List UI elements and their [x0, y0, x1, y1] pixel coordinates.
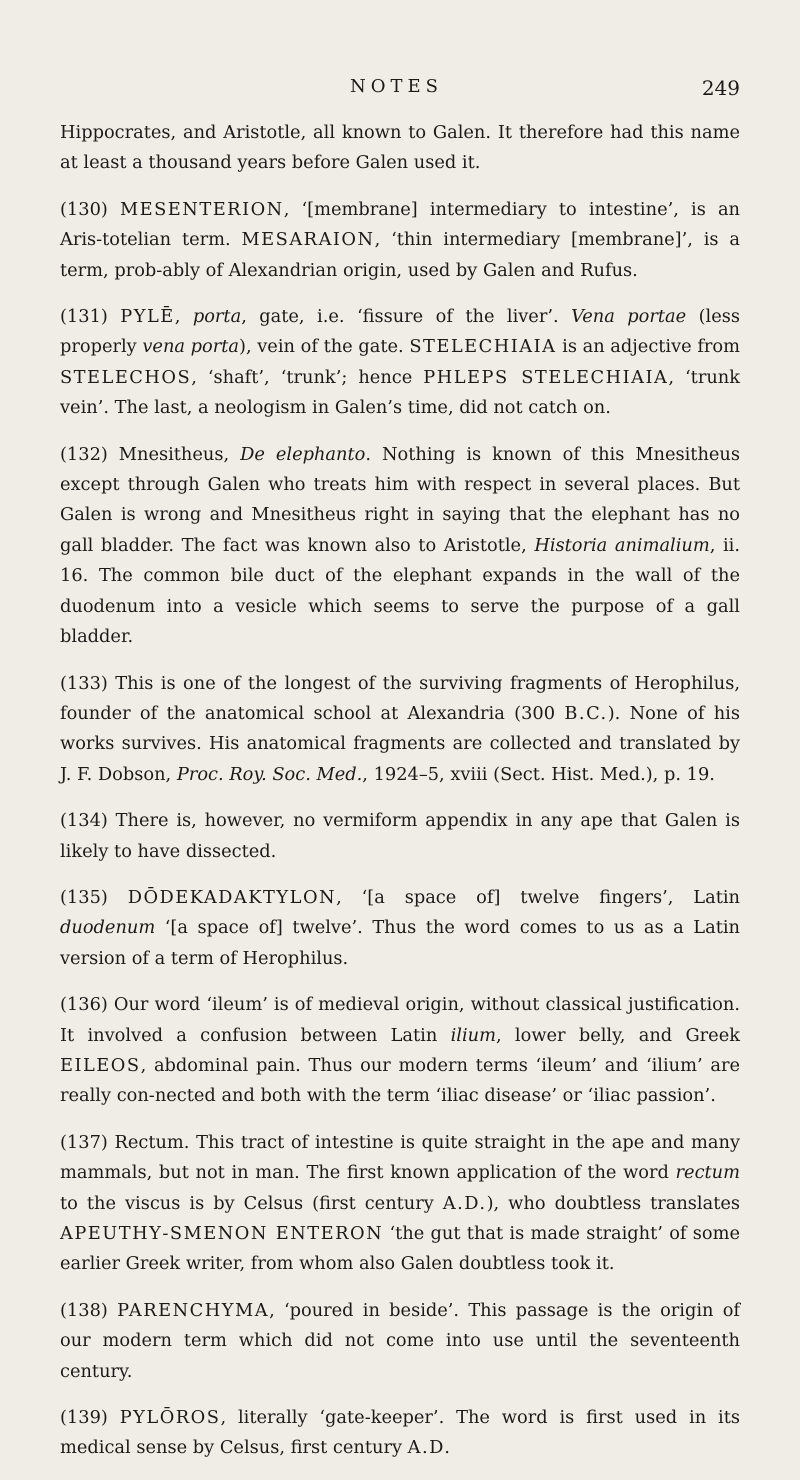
note-paragraph	[60, 806, 740, 867]
text-run: , ‘thin intermediary [membrane]’, is a term, prob‐ably of Alexandrian origin, used by Galen and Rufus.	[60, 229, 740, 281]
greek-term: STELECHOS	[60, 366, 192, 388]
text-run: (136) Our word ‘ileum’ is of medieval origin, without classical justification. It involved a confusion between Latin	[60, 994, 740, 1046]
note-paragraph	[60, 302, 740, 424]
text-run: , ‘shaft’, ‘trunk’; hence	[191, 366, 424, 388]
greek-term: B.C.	[564, 702, 608, 724]
note-paragraph	[60, 118, 740, 179]
note-paragraph	[60, 195, 740, 286]
note-paragraph	[60, 440, 740, 653]
text-run: , ‘poured in beside’. This passage is the origin of our modern term which did not come into use until the seventeenth century.	[60, 1299, 741, 1382]
greek-term: EILEOS	[60, 1054, 141, 1076]
text-run: (139)	[60, 1407, 120, 1429]
text-run: to the viscus is by Celsus (first century	[60, 1192, 443, 1214]
note-paragraph	[60, 883, 740, 974]
text-run: , 1924–5, xviii (Sect. Hist. Med.), p. 19.	[362, 763, 715, 785]
greek-term: PYLŌROS	[119, 1407, 221, 1429]
text-run: (138)	[60, 1299, 118, 1321]
greek-term: PHLEPS STELECHIAIA	[423, 366, 669, 388]
page-header	[60, 76, 740, 106]
italic-term: De elephanto	[240, 443, 366, 465]
italic-term: Vena portae	[571, 306, 687, 328]
text-run: , ‘[a space of] twelve fingers’, Latin	[336, 886, 741, 908]
text-run: (137) Rectum. This tract of intestine is quite straight in the ape and many mammals, but not in man. The first known application of the word	[60, 1131, 740, 1184]
text-run: . Nothing is known of this Mnesitheus except through Galen who treats him with respect in several places. But Galen is wrong and Mnesitheus right in saying that the elephant has no gall bladder. The fact was known also to Aristotle,	[60, 443, 741, 556]
text-run: ), vein of the gate.	[239, 336, 410, 358]
page-number: 249	[701, 76, 740, 100]
text-run: (131)	[60, 306, 121, 328]
note-paragraph	[60, 669, 740, 791]
text-run: , gate, i.e. ‘fissure of the liver’.	[241, 306, 572, 328]
text-run: (130)	[60, 198, 120, 220]
text-run: (134) There is, however, no vermiform appendix in any ape that Galen is likely to have dissected.	[60, 810, 740, 862]
italic-term: Historia animalium	[534, 534, 710, 556]
notes-body	[60, 118, 740, 1480]
text-run: , ‘[membrane] intermediary to intestine’, is an Aris‐totelian term.	[60, 198, 740, 251]
text-run: ,	[174, 306, 193, 328]
greek-term: DŌDEKADAKTYLON	[127, 886, 337, 908]
italic-term: ilium	[450, 1024, 496, 1046]
greek-term: PARENCHYMA	[117, 1299, 270, 1321]
greek-term: MESARAION	[241, 229, 375, 251]
text-run: is an adjective from	[556, 336, 740, 358]
text-run: ). None of his works survives. His anatomical fragments are collected and translated by J. F. Dobson,	[60, 702, 740, 785]
text-run: (133) This is one of the longest of the surviving fragments of Herophilus, founder of the anatomical school at Alexandria (300	[60, 672, 740, 724]
text-run: ‘the gut that is made straight’ of some earlier Greek writer, from whom also Galen doubtless took it.	[60, 1223, 740, 1275]
text-run: (less properly	[60, 306, 740, 358]
text-run: , ‘trunk vein’. The last, a neologism in Galen’s time, did not catch on.	[60, 366, 740, 419]
greek-term: MESENTERION	[119, 198, 284, 220]
text-run: , abdominal pain. Thus our modern terms ‘ileum’ and ‘ilium’ are really con‐nected and both with the term ‘iliac disease’ or ‘iliac passion’.	[60, 1054, 740, 1107]
note-paragraph	[60, 1128, 740, 1280]
running-title: NOTES	[350, 76, 443, 97]
text-run: ‘[a space of] twelve’. Thus the word comes to us as a Latin version of a term of Herophilus.	[60, 917, 740, 969]
greek-term: APEUTHY‐SMENON ENTERON	[60, 1223, 384, 1244]
text-run: ), who doubtless translates	[486, 1192, 741, 1214]
text-run: , literally ‘gate‐keeper’. The word is first used in its medical sense by Celsus, first century	[60, 1407, 740, 1459]
note-paragraph	[60, 1403, 740, 1464]
italic-term: porta	[192, 306, 242, 328]
text-run: (132) Mnesitheus,	[60, 443, 241, 465]
text-run: Hippocrates, and Aristotle, all known to Galen. It therefore had this name at least a thousand years before Galen used it.	[60, 122, 740, 174]
greek-term: STELECHIAIA	[409, 336, 557, 358]
italic-term: Proc. Roy. Soc. Med.	[176, 763, 363, 785]
italic-term: duodenum	[60, 917, 156, 939]
italic-term: rectum	[675, 1162, 740, 1184]
note-paragraph	[60, 1296, 740, 1387]
italic-term: vena porta	[142, 336, 240, 358]
text-run: (135)	[60, 886, 128, 908]
note-paragraph	[60, 990, 740, 1112]
greek-term: A.D.	[407, 1437, 452, 1459]
greek-term: PYLĒ	[120, 306, 175, 328]
text-run: , ii. 16. The common bile duct of the elephant expands in the wall of the duodenum into a vesicle which seems to serve the purpose of a gall bladder.	[60, 534, 740, 648]
text-run: , lower belly, and Greek	[495, 1024, 740, 1046]
greek-term: A.D.	[442, 1192, 487, 1214]
